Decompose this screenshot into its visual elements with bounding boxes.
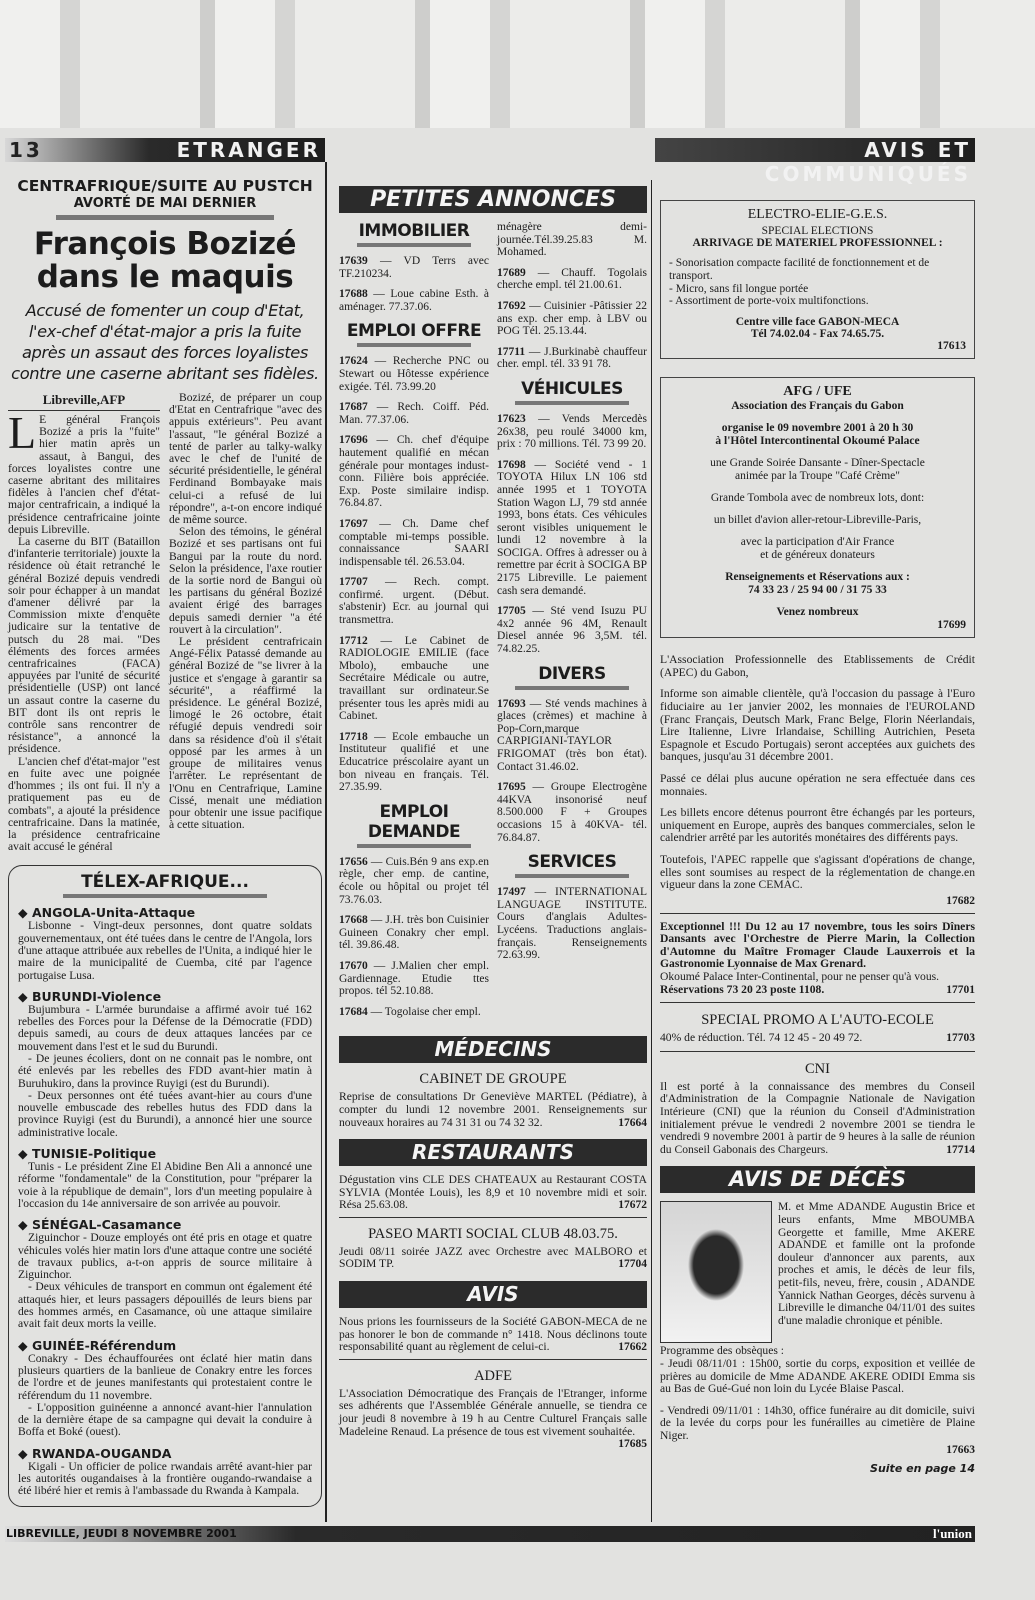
scan-margin [0,0,1035,128]
afg-ufe-ad [660,377,975,638]
telex-item-text: - De jeunes écoliers, dont on ne connait pas le nombre, ont été enlevés par les rebelles des FDD avant-hier matin à Buruhukiro, dans la province Ruyigi (est du Burundi). [18,1051,312,1090]
telex-item-title: BURUNDI-Violence [31,988,162,1004]
ad-paragraph [660,984,975,997]
title-line: François Bozizé [33,226,297,262]
list-item: - Assortiment de porte-voix multifonctions. [669,295,869,308]
divider [339,1217,647,1218]
ad-text: — J.Malien cher empl. Gardiennage. Etudie ttes propos. tél 52.10.88. [339,959,489,998]
ad-text: — Sté vend Isuzu PU 4x2 année 96 4M, Renault Diesel année 96 3,5M. tél. 74.82.25. [497,605,647,656]
classified-ad [497,698,647,774]
telex-item-text: Kigali - Un officier de police rwandais arrêté avant-hier par les autorités ougandaises à la frontière ougando-rwandaise a été libéré hier et remis à l'ambassade du Rwanda à Kampala. [18,1459,312,1498]
ad-text: — Cuis.Bén 9 ans exp.en règle, cher emp. de cantine, école ou hôpital ou projet tél 73.76.03. [339,855,489,906]
telex-item-heading [18,1146,312,1161]
category-rule [515,686,629,690]
drop-cap: L [8,407,37,458]
ad-number: 17711 [497,345,526,358]
classified-ad [339,401,489,426]
telex-item-title: SÉNÉGAL-Casamance [31,1217,182,1233]
title-line: dans le maquis [36,259,294,295]
telex-items [18,905,312,1497]
ad-paragraph [660,1081,975,1157]
article-paragraphs [169,392,322,831]
ad-number: 17697 [339,517,368,530]
classified-ad [339,1006,489,1019]
ad-heading: PASEO MARTI SOCIAL CLUB 48.03.75. [368,1225,618,1242]
ad-number: 17718 [339,730,368,743]
kicker-line: AVORTÉ DE MAI DERNIER [73,196,257,211]
paragraph: L'Association Professionnelle des Etablissements de Crédit (APEC) du Gabon, [660,653,975,679]
ad-line: un billet d'avion aller-retour-Libreville-Paris, [713,514,922,527]
list-item: - Sonorisation compacte facilité de fonctionnement et de transport. [669,257,930,282]
ad-heading: SPECIAL PROMO A L'AUTO-ECOLE [701,1012,934,1029]
ad-number: 17639 [339,255,368,267]
ad-number: 17497 [497,886,526,899]
ad-text: Exceptionnel !!! Du 12 au 17 novembre, tous les soirs Dîners Dansants avec l'Orchestre de Pierre Marin, la Collection d'Automne du Maître Fromager Claude Lauxerrois et la Gastronomie Lyonnaise de Max Grenard. [660,919,975,971]
ad-ref: 17685 [618,1438,647,1451]
diamond-icon: ◆ [18,1146,32,1162]
ad-number: 17698 [497,458,526,471]
diamond-icon: ◆ [18,988,32,1004]
classified-ad [339,576,489,626]
article-paragraph: L'ancien chef d'état-major "est en fuite avec une poignée d'hommes ; ils ont fui. Il n'y a pratiquement pas eu de combats", a ajouté la présidence centrafricaine. Dans la matinée, la présidence centrafricaine avait accusé le général [8,754,160,854]
telex-item-title: TUNISIE-Politique [31,1146,157,1162]
columns [5,162,975,1522]
ad-text: Okoumé Palace Inter-Continental, pour ne penser qu'à vous. [660,970,940,984]
category-rule [515,401,629,405]
classified-ad [339,856,489,906]
ad-text: — Le Cabinet de RADIOLOGIE EMILIE (face Mbolo), embauche une Secrétaire Médicale ou autre, travaillant sur ordinateur.Se présenter tous les après midi au Cabinet. [339,634,489,723]
category-heading: DIVERS [538,663,606,684]
ad-text: Jeudi 08/11 soirée JAZZ avec Orchestre avec MALBORO et SODIM TP. [339,1244,647,1271]
telex-item-heading [18,1338,312,1353]
classified-ad [497,605,647,655]
ad-line: Grande Tombola avec de nombreux lots, dont: [710,492,925,505]
ad-text: ménagère demi-journée.Tél.39.25.83 M. Mohamed. [497,221,647,259]
restaurants-header: RESTAURANTS [339,1139,647,1166]
footer-dateline: LIBREVILLE, JEUDI 8 NOVEMBRE 2001 [6,1527,237,1540]
telex-rule [63,894,267,898]
ad-paragraph [339,1316,647,1354]
ad-line: Association des Français du Gabon [731,400,904,413]
programme-items [660,1358,975,1443]
ad-text: Il est porté à la connaissance des membres du Conseil d'Administration de la Compagnie Nationale de Navigation Intérieure (CNI) que la réunion du Conseil d'Administration initialement prévue le vendredi 2 novembre 2001 se tiendra le vendredi 9 novembre 2001 à partir de 9 heures à la salle de réunion du Conseil Gabonais des Chargeurs. [660,1079,975,1156]
classified-ad [339,518,489,568]
classified-ad [497,413,647,451]
continued-link[interactable]: Suite en page 14 [870,1461,975,1475]
kicker-rule [56,215,274,220]
classified-ad [339,355,489,393]
category-rule [357,844,471,848]
right-column [651,180,975,1522]
classified-ad [497,221,647,259]
classified-ad [339,731,489,794]
ad-ref-row [669,619,966,631]
article-paragraph: Le président centrafricain Angé-Félix Patassé demande au général Bozizé de "se livrer à la justice et s'engage à garantir sa sécurité", a réaffirmé la présidence. Le général Bozizé, limogé le 26 octobre, était réfugié depuis vendredi soir dans sa résidence d'où il s'était opposé par les armes à un groupe de militaires venus l'arrêter. Le représentant de l'Onu en Centrafrique, Lamine Cissé, menait une médiation pour obtenir une issue pacifique à cette situation. [169,635,322,832]
ad-ref: 17672 [618,1199,647,1212]
paragraph: Passé ce délai plus aucune opération ne sera effectuée dans ces monnaies. [660,771,975,798]
telex-item-text: - Deux véhicules de transport en commun ont également été attaqués hier, et leurs passagers dépouillés de leurs biens par des hommes armés, en Casamance, où une attaque similaire avait fait deux morts la veille. [18,1280,312,1331]
divider [660,913,975,914]
article-paragraph: Selon des témoins, le général Bozizé et ses partisans ont fui Bangui par la route du nord. Selon la présidence, l'axe routier de la sortie nord de Bangui où les partisans du général Bozizé avaient érigé des barrages depuis samedi dernier "a été rouvert à la circulation". [169,525,322,636]
ad-ref: 17714 [946,1143,975,1156]
telex-item-text: Tunis - Le président Zine El Abidine Ben Ali a annoncé une réforme "fondamentale" de la Constitution, pour "préparer la voie à la république de demain", lors d'un meeting populaire à l'occasion du 14e anniversaire de son arrivée au pouvoir. [18,1160,312,1210]
ad-ref-row [660,895,975,907]
ad-line: Venez nombreux [776,606,859,619]
ad-text: L'Association Démocratique des Français de l'Etranger, informe ses adhérents que l'Assemblée Générale annuelle, se tiendra ce jour jeudi 8 novembre à 19 h au Centre Culturel Français salle Madeleine Renaud. La présence de tous est vivement souhaitée. [339,1386,647,1438]
article-paragraph [8,407,160,536]
ad-number: 17695 [497,781,526,794]
notice-body [660,654,975,892]
ad-line: 74 33 23 / 25 94 00 / 31 75 33 [748,584,887,597]
classified-ad [339,255,489,280]
kicker-line: CENTRAFRIQUE/SUITE AU PUSTCH [17,177,313,195]
ad-list [669,257,966,308]
ad-text: — Ch. chef d'équipe hautement qualifié en mécan générale pour montages indust-conn. Filière bois appréciée. Exp. Poste similaire indisp. 76.84.87. [339,434,489,510]
ad-number: 17668 [339,914,368,927]
petites-annonces-header: PETITES ANNONCES [339,186,647,213]
ad-contact: Tél 74.02.04 - Fax 74.65.75. [750,328,885,341]
ad-text: — Togolaise cher empl. [367,1005,481,1018]
classified-categories [339,221,489,1018]
divider [660,1051,975,1052]
ad-ref: 17704 [618,1258,647,1271]
ad-text: — Recherche PNC ou Stewart ou Hôtesse expérience exigée. Tél. 73.99.20 [339,355,489,393]
ad-ref: 17701 [946,983,975,996]
paragraph: Informe son aimable clientèle, qu'à l'occasion du passage à l'Euro fiduciaire au 1er janvier 2002, les monnaies de l'EUROLAND (Franc Français, Deutsch Mark, Franc Belge, Florin Néerlandais, Lire Italienne, Livre Irlandaise, Schilling Autrichien, Peseta Espagnole et Escudo Portugais) seront acceptées aux guichets des banques, jusqu'au 31 décembre 2001. [660,687,975,764]
telex-item-text: - Deux personnes ont été tuées avant-hier au cours d'une nouvelle embuscade des rebelles hutus des FDD dans la province Ruyigi (est du Burundi), a annoncé hier une source administrative locale. [18,1088,312,1139]
ad-paragraph [339,1174,647,1212]
classified-ad [339,288,489,313]
ad-text: — Loue cabine Esth. à aménager. 77.37.06. [339,288,489,313]
ad-heading: ADFE [474,1367,512,1384]
article-paragraph: Bozizé, de préparer un coup d'Etat en Centrafrique "avec des appuis extérieurs". Peu avant l'assaut, "le général Bozizé a tenté de parler au talky-walky avec le chef de l'unité de sécurité présidentielle, le général Ferdinand Bombayake mais celui-ci a refusé de lui répondre", a-t-on encore indiqué de même source. [169,391,322,527]
article-subtitle: Accusé de fomenter un coup d'Etat, l'ex-chef d'état-major a pris la fuite après un assaut des forces loyalistes contre une caserne abritant ses fidèles. [11,301,319,383]
ad-ref: 17664 [618,1116,647,1129]
ad-ref: 17703 [946,1032,975,1045]
telex-item-heading [18,989,312,1004]
left-column [5,162,325,1522]
ad-text: Reprise de consultations Dr Geneviève MARTEL (Pédiatre), à compter du lundi 12 novembre 2001. Renseignements sur nouveaux horaires au 74 31 31 ou 74 32 32. [339,1090,647,1129]
newspaper-page [5,138,975,1582]
ad-number: 17670 [339,959,368,972]
ad-text: — INTERNATIONAL LANGUAGE INSTITUTE. Cours d'anglais Adultes-Lycéens. Traductions anglais-français. Renseignements 72.63.99. [497,886,647,962]
deces-programme [660,1345,975,1455]
article-body [8,392,322,853]
deces-text [778,1201,975,1343]
article-paragraphs [8,407,160,854]
ad-line: avec la participation d'Air France [740,536,895,549]
classifieds-left-column [339,221,489,1026]
ad-heading: ELECTRO-ELIE-G.E.S. [747,207,888,222]
ad-number: 17705 [497,605,526,618]
deces-notice [660,1201,975,1343]
ad-text: 40% de réduction. Tél. 74 12 45 - 20 49 72. [660,1031,863,1045]
ad-line: une Grande Soirée Dansante - Dîner-Spectacle [710,457,925,470]
page-number: 13 [9,138,43,162]
ad-heading: AFG / UFE [783,384,852,400]
telex-item-title: RWANDA-OUGANDA [31,1445,172,1461]
telex-afrique-box [8,865,322,1506]
electro-elie-ad [660,200,975,359]
ad-ref: 17699 [937,619,966,632]
classified-ad [339,434,489,510]
ad-heading: CNI [805,1060,830,1077]
ad-line: à l'Hôtel Intercontinental Okoumé Palace [715,435,920,448]
deceased-photo [660,1201,772,1343]
ad-number: 17684 [339,1005,368,1018]
ad-text: — Société vend - 1 TOYOTA Hilux LN 106 std année 1995 et 1 TOYOTA Station Wagon LJ, 79 std année 1993, bons états. Ces véhicules seront visibles uniquement le lundi 12 novembre à la SOCIGA. Offres à adresser ou à remettre par écrit à SOCIGA BP 2175 Libreville. Le paiement cash sera demandé. [497,458,647,597]
ad-ref-row [660,1444,975,1456]
paragraph: - Vendredi 09/11/01 : 14h30, office funéraire au dit domicile, suivi de la levée du corps pour les funérailles au cimetière de Plaine Niger. [660,1403,975,1442]
classifieds [339,221,647,1026]
ad-ref-row [669,340,966,352]
diamond-icon: ◆ [18,1217,32,1233]
telex-item-text: Bujumbura - L'armée burundaise a affirmé avoir tué 162 rebelles des Forces pour la Défense de la Démocratie (FDD) depuis samedi, au cours de deux attaques lancées par ce mouvement dans l'est et le sud du Burundi. [18,1002,312,1053]
article-kicker [8,178,322,220]
ad-number: 17689 [497,266,526,279]
section-title: ETRANGER [176,138,321,162]
avis-deces-header: AVIS DE DÉCÈS [660,1166,975,1193]
ad-text: — Rech. Coiff. Péd. Man. 77.37.06. [339,401,489,426]
telex-title: TÉLEX-AFRIQUE... [81,872,249,893]
ad-number: 17687 [339,401,368,414]
ad-text: — J.Burkinabè chauffeur cher. empl. tél. 33 91 78. [497,345,647,371]
paragraph: - Jeudi 08/11/01 : 15h00, sortie du corps, exposition et veillée de prières au domicile de Mme ADANDE AKERE ODIDI Emma sis au Bas de Gué-Gué non loin du Lycée Blaise Pascal. [660,1357,975,1396]
ad-address: Centre ville face GABON-MECA [735,316,900,329]
ad-text: Dégustation vins CLE DES CHATEAUX au Restaurant COSTA SYLVIA (Montée Louis), les 8,9 et 10 novembre midi et soir. Résa 25.63.08. [339,1173,647,1212]
telex-item-text: Ziguinchor - Douze employés ont été pris en otage et quatre véhicules volés hier matin lors d'une attaque contre une société de travaux publics, a-t-on appris de source militaire à Ziguinchor. [18,1231,312,1282]
ad-ref: 17663 [946,1443,975,1456]
ad-number: 17656 [339,855,368,868]
category-heading: EMPLOI OFFRE [346,321,482,342]
telex-item-title: GUINÉE-Référendum [31,1337,177,1353]
classified-ad [497,459,647,598]
ad-line: et de généreux donateurs [760,549,875,562]
category-rule [515,874,629,878]
ad-text: — Rech. compt. confirmé. urgent. (Début. s'abstenir) Ecr. au journal qui transmettra. [339,576,489,627]
ad-text: Réservations 73 20 23 poste 1108. [660,982,825,996]
ad-number: 17624 [339,355,368,368]
classified-ad [339,960,489,998]
telex-item-heading [18,905,312,920]
medecins-ad [339,1071,647,1129]
footer-bar [5,1526,975,1542]
apec-notice [660,654,975,1156]
medecins-header: MÉDECINS [339,1036,647,1063]
ad-number: 17623 [497,412,526,425]
ad-number: 17707 [339,576,368,589]
paragraph: Toutefois, l'APEC rappelle que s'agissant d'opérations de change, elles sont soumises au respect de la réglementation de change.en vigueur dans la zone CEMAC. [660,852,975,892]
ad-ref: 17662 [618,1341,647,1354]
category-rule [357,243,471,247]
ad-text: — Vends Mercedès 26x38, peu roulé 34000 km, prix : 70 millions. Tél. 73 99 20. [497,412,647,451]
ad-paragraph [339,1091,647,1129]
restaurants-ads [339,1174,647,1271]
category-heading: SERVICES [527,852,617,873]
ad-number: 17712 [339,634,368,647]
telex-item-text: Lisbonne - Vingt-deux personnes, dont quatre soldats gouvernementaux, ont été tuées dans le centre de l'Angola, lors d'une attaque attribuée aux rebelles de l'Unita, a indiqué hier le maire de la municipalité de Cuemba, cité par l'agence portugaise Lusa. [18,919,312,982]
avis-header: AVIS [339,1281,647,1308]
category-rule [357,343,471,347]
paragraph-text: E général François Bozizé a pris la "fuite" hier matin après un assaut, à Bangui, des forces loyalistes contre une caserne abritant des militaires fidèles à l'ancien chef d'état-major centrafricain, a indiqué la présidence centrafricaine jointe depuis Libreville. [8,413,160,536]
classified-ad [497,267,647,292]
paragraph: Les billets encore détenus pourront être échangés par les porteurs, uniquement en Europe, auprès des banques commerciales, selon le calendrier arrêté par les autorités monétaires des différents pays. [660,806,975,845]
telex-item-text: Conakry - Des échauffourées ont éclaté hier matin dans plusieurs quartiers de la banlieue de Conakry entre les forces de l'ordre et de jeunes manifestants qui protestaient contre le référendum du 11 novembre. [18,1351,312,1402]
article-column-1 [8,392,160,853]
ad-text: Nous prions les fournisseurs de la Société GABON-MECA de ne pas honorer le bon de commande n° 1418. Nous déclinons toute responsabilité quant au règlement de celui-ci. [339,1315,647,1354]
middle-column [325,162,651,1522]
ad-lines [669,400,966,619]
ad-subheading: SPECIAL ELECTIONS [761,225,874,237]
ad-number: 17696 [339,434,368,447]
classified-ad [497,886,647,962]
ad-line: Renseignements et Réservations aux : [725,571,910,584]
telex-item-heading [18,1217,312,1232]
classified-ad [497,781,647,844]
article-paragraph: La caserne du BIT (Bataillon d'infanterie territoriale) jouxte la résidence où était retranché le général Bozizé depuis vendredi soir pour échapper à un mandat d'amener délivré par la Commission mixte d'enquête judicaire sur la tentative de putsch du 28 mai. "Des éléments des forces armées centrafricaines (FACA) appuyées par l'unité de sécurité présidentielle (USP) ont lancé un assaut contre la caserne du BIT dont ils ont repris le contrôle sans rencontrer de résistance", a annoncé la présidence. [8,535,160,756]
ad-text: — Groupe Electrogène 44KVA insonorisé neuf 8.500.000 F + Groupes occasions 15 à 40KVA- tél. 76.84.87. [497,781,647,844]
classified-ad [497,346,647,371]
diamond-icon: ◆ [18,1337,32,1353]
category-heading: VÉHICULES [521,378,623,399]
section-header-avis: AVIS ET COMMUNIQUÉS [655,138,975,162]
dateline: Libreville,AFP [8,392,160,411]
ad-number: 17688 [339,288,368,301]
programme-heading: Programme des obsèques : [660,1344,784,1358]
ad-text: — Chauff. Togolais cherche empl. tél 21.00.61. [497,266,647,292]
ad-paragraph [339,1246,647,1271]
classified-categories [497,221,647,962]
avis-ads [339,1316,647,1451]
divider [660,1002,975,1003]
telex-item-text: - L'opposition guinéenne a annoncé avant-hier l'annulation de la dernière étape de sa campagne qui devait la conduire à Boffa et Boké (ouest). [18,1400,312,1439]
ad-text: M. et Mme ADANDE Augustin Brice et leurs enfants, Mme MBOUMBA Georgette et famille, Mme AKERE ADANDE et famille ont la profonde douleur d'annoncer aux parents, aux proches et amis, le décès de leur fils, petit-fils, neveu, frère, cousin , ADANDE Yannick Nathan Georges, décès survenu à Libreville le dimanche 04/11/01 des suites d'une maladie chronique et pénible. [778,1200,975,1327]
article-column-2 [169,392,322,853]
ad-line: organise le 09 novembre 2001 à 20 h 30 [721,422,914,435]
ad-subheading: ARRIVAGE DE MATERIEL PROFESSIONNEL : [692,237,943,249]
article-title [8,228,322,294]
telex-item-title: ANGOLA-Unita-Attaque [31,905,196,921]
ad-line: animée par la Troupe "Café Crème" [735,470,900,483]
ad-text: — Ch. Dame chef comptable mi-temps possible. connaissance SAARI indispensable tél. 26.53.04. [339,517,489,568]
ad-text: — J.H. très bon Cuisinier Guineen Conakry cher empl. tél. 39.86.48. [339,914,489,952]
ad-ref: 17613 [937,340,966,353]
telex-item-heading [18,1446,312,1461]
ad-text: — Cuisinier -Pâtissier 22 ans exp. cher emp. à LBV ou POG Tél. 25.13.44. [497,299,647,338]
classified-ad [339,914,489,952]
ad-text: — Sté vends machines à glaces (crèmes) et machine à Pop-Corn,marque CARPIGIANI-TAYLOR FRIGOMAT (très bon état). Contact 31.46.02. [497,697,647,773]
category-heading: IMMOBILIER [358,221,470,241]
ad-paragraph [339,1388,647,1451]
divider [339,1359,647,1360]
diamond-icon: ◆ [18,1445,32,1461]
ad-heading: CABINET DE GROUPE [419,1071,567,1088]
ad-number: 17693 [497,697,526,710]
ad-number: 17692 [497,299,526,312]
category-heading: EMPLOI DEMANDE [367,801,461,842]
ad-text: — Ecole embauche un Instituteur qualifié et une Educatrice préscolaire ayant un bon niveau en français. Tél. 27.35.99. [339,730,489,794]
ad-ref: 17682 [946,894,975,907]
classified-ad [497,300,647,338]
ad-text: — VD Terrs avec TF.210234. [339,255,489,280]
ad-paragraph [660,1032,975,1045]
list-item: - Micro, sans fil longue portée [669,282,809,295]
classified-ad [339,635,489,723]
classifieds-right-column [497,221,647,1026]
diamond-icon: ◆ [18,905,32,921]
masthead-logo: l'union [932,1526,972,1541]
section-header-etranger [5,138,325,162]
